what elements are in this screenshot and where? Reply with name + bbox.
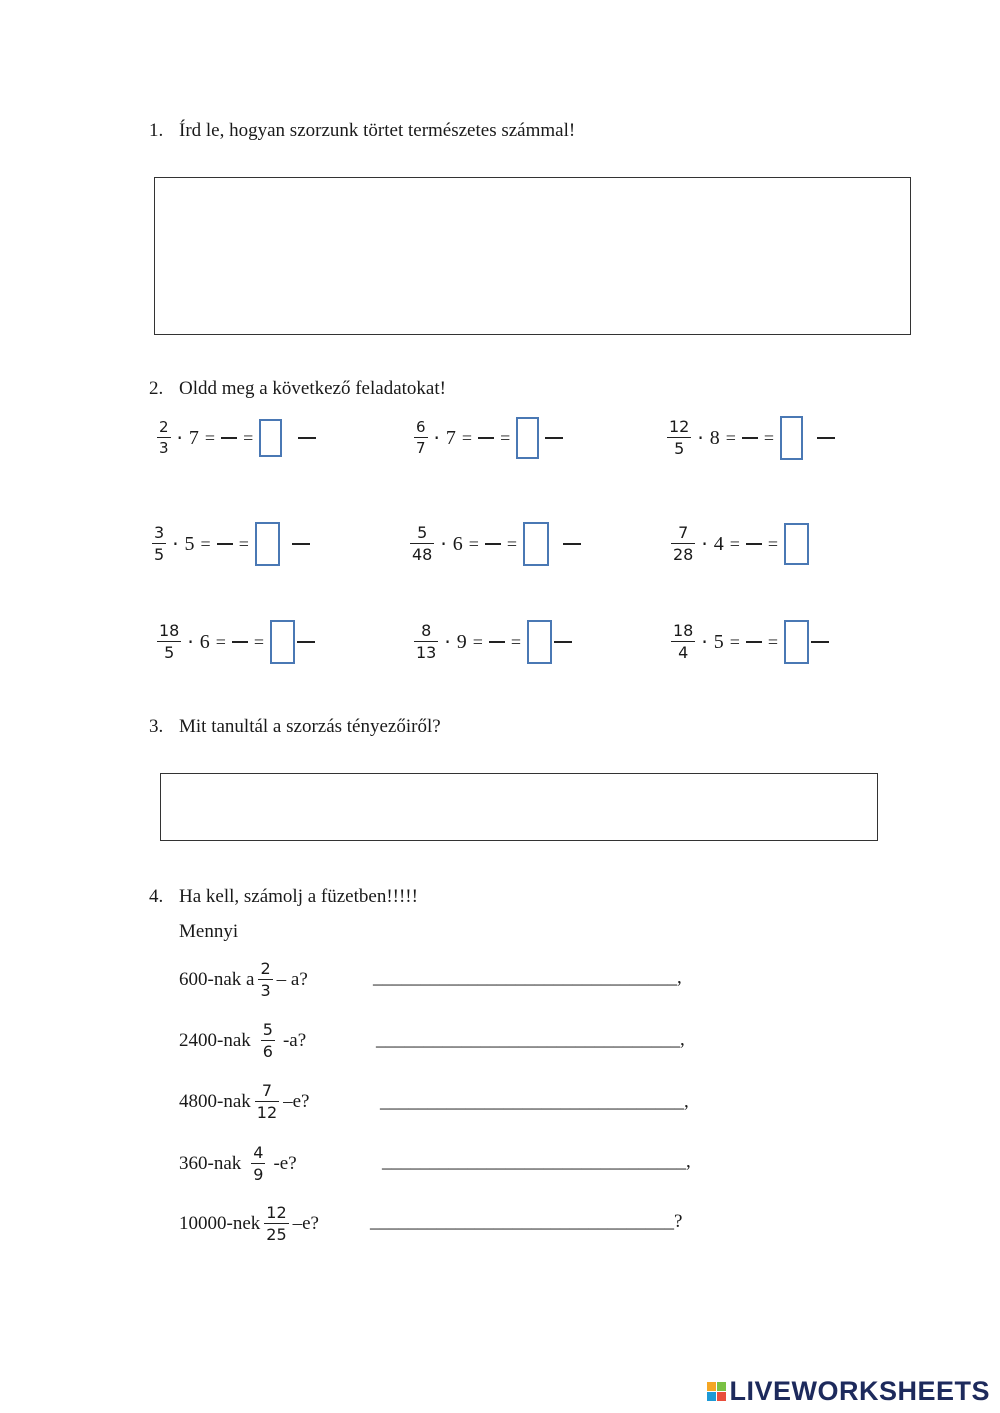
item-suffix: – a? (276, 969, 308, 990)
equals-sign: = (238, 533, 249, 554)
exercise-fraction: $\frac{18}{5}$ (159, 621, 180, 662)
item-fraction: $\frac{2}{3}$ (260, 959, 271, 1000)
multiply-sign: · (440, 532, 447, 556)
question-1-text: Írd le, hogyan szorzunk törtet természetes számmal! (179, 120, 576, 141)
equals-sign: = (510, 631, 522, 652)
exercise-fraction: $\frac{2}{3}$ (159, 418, 169, 457)
item-prefix: 600-nak a (179, 969, 255, 990)
fraction-bar-blank[interactable] (478, 437, 494, 439)
mennyi-item-5 (179, 1199, 319, 1249)
equals-sign: = (506, 533, 518, 554)
item-fraction: $\frac{5}{6}$ (262, 1020, 273, 1061)
question-1-number: 1. (149, 120, 164, 141)
equals-sign: = (729, 533, 740, 554)
multiplier: 7 (445, 426, 456, 449)
equals-sign: = (253, 631, 265, 652)
item-fraction: $\frac{12}{25}$ (266, 1203, 287, 1244)
question-2-number: 2. (149, 378, 164, 399)
exercise-7 (157, 612, 315, 672)
exercise-fraction: $\frac{7}{28}$ (673, 523, 694, 564)
whole-number-input[interactable] (516, 417, 539, 459)
equals-sign: = (472, 631, 483, 652)
answer-line-3[interactable]: ________________________________, (380, 1091, 689, 1112)
item-prefix: 2400-nak (179, 1030, 251, 1051)
multiply-sign: · (701, 532, 708, 556)
whole-number-input[interactable] (780, 416, 803, 460)
equals-sign: = (767, 631, 779, 652)
multiplier: 7 (188, 426, 199, 449)
multiply-sign: · (433, 426, 440, 450)
question-4-text: Ha kell, számolj a füzetben!!!!! (179, 886, 418, 907)
equals-sign: = (500, 427, 511, 448)
exercise-fraction: $\frac{18}{4}$ (673, 621, 694, 662)
exercise-8 (414, 612, 572, 672)
equals-sign: = (243, 427, 254, 448)
whole-number-input[interactable] (255, 522, 280, 566)
multiplier: 4 (713, 532, 724, 555)
fraction-bar-blank[interactable] (742, 437, 758, 439)
item-prefix: 4800-nak (179, 1091, 251, 1112)
question-2-text: Oldd meg a következő feladatokat! (179, 378, 446, 399)
multiplier: 5 (184, 532, 195, 555)
equals-sign: = (200, 533, 211, 554)
question-3-text: Mit tanultál a szorzás tényezőiről? (179, 716, 441, 737)
mennyi-item-1 (179, 955, 308, 1005)
fraction-bar-blank[interactable] (485, 543, 501, 545)
whole-number-input[interactable] (523, 522, 549, 566)
exercise-fraction: $\frac{8}{13}$ (416, 621, 437, 662)
item-suffix: –e? (292, 1213, 319, 1234)
multiply-sign: · (444, 630, 451, 654)
exercise-fraction: $\frac{3}{5}$ (154, 523, 165, 564)
equals-sign: = (767, 533, 779, 554)
fraction-bar-blank[interactable] (221, 437, 237, 439)
fraction-bar-blank[interactable] (489, 641, 505, 643)
multiplier: 8 (709, 426, 720, 449)
liveworksheets-logo-icon (707, 1382, 726, 1401)
equals-sign: = (763, 427, 775, 448)
answer-line-4[interactable]: ________________________________, (382, 1151, 691, 1172)
equals-sign: = (215, 631, 226, 652)
item-fraction: $\frac{4}{9}$ (253, 1143, 264, 1184)
whole-number-input[interactable] (784, 523, 809, 565)
multiply-sign: · (187, 630, 194, 654)
fraction-bar-blank[interactable] (297, 641, 315, 643)
answer-box-3[interactable] (160, 773, 878, 841)
multiply-sign: · (701, 630, 708, 654)
equals-sign: = (204, 427, 216, 448)
fraction-bar-blank[interactable] (811, 641, 829, 643)
exercise-fraction: $\frac{6}{7}$ (416, 418, 426, 457)
item-suffix: -e? (273, 1153, 297, 1174)
multiplier: 6 (452, 532, 463, 555)
exercise-4 (152, 514, 310, 574)
answer-line-1[interactable]: ________________________________, (373, 967, 682, 988)
exercise-1 (157, 408, 316, 468)
question-3-number: 3. (149, 716, 164, 737)
liveworksheets-brand (707, 1376, 990, 1407)
answer-line-2[interactable]: ________________________________, (376, 1029, 685, 1050)
multiplier: 9 (456, 630, 467, 653)
fraction-bar-blank[interactable] (563, 543, 581, 545)
exercise-2 (414, 408, 563, 468)
item-fraction: $\frac{7}{12}$ (256, 1081, 278, 1122)
answer-line-5[interactable]: ________________________________? (370, 1211, 683, 1232)
fraction-bar-blank[interactable] (232, 641, 248, 643)
item-prefix: 360-nak (179, 1153, 242, 1174)
equals-sign: = (725, 427, 736, 448)
fraction-bar-blank[interactable] (554, 641, 572, 643)
multiplier: 6 (199, 630, 210, 653)
fraction-bar-blank[interactable] (817, 437, 835, 439)
item-prefix: 10000-nek (179, 1213, 261, 1234)
exercise-9 (671, 612, 829, 672)
fraction-bar-blank[interactable] (292, 543, 310, 545)
multiply-sign: · (697, 426, 704, 450)
exercise-fraction: $\frac{12}{5}$ (669, 417, 690, 458)
mennyi-item-2 (179, 1016, 306, 1066)
mennyi-item-3 (179, 1077, 310, 1127)
fraction-bar-blank[interactable] (217, 543, 233, 545)
whole-number-input[interactable] (784, 620, 809, 664)
question-4-intro: Mennyi (179, 921, 239, 942)
equals-sign: = (729, 631, 740, 652)
fraction-bar-blank[interactable] (298, 437, 316, 439)
equals-sign: = (461, 427, 473, 448)
equals-sign: = (468, 533, 479, 554)
mennyi-item-4 (179, 1139, 297, 1189)
item-suffix: -a? (282, 1030, 307, 1051)
fraction-bar-blank[interactable] (746, 641, 762, 643)
exercise-fraction: $\frac{5}{48}$ (412, 523, 433, 564)
whole-number-input[interactable] (270, 620, 295, 664)
whole-number-input[interactable] (259, 419, 282, 457)
whole-number-input[interactable] (527, 620, 552, 664)
fraction-bar-blank[interactable] (545, 437, 563, 439)
multiplier: 5 (713, 630, 724, 653)
fraction-bar-blank[interactable] (746, 543, 762, 545)
question-4-number: 4. (149, 886, 164, 907)
answer-box-1[interactable] (154, 177, 911, 335)
brand-name: LIVEWORKSHEETS (729, 1376, 990, 1406)
exercise-6 (671, 514, 809, 574)
exercise-5 (410, 514, 581, 574)
item-suffix: –e? (283, 1091, 310, 1112)
exercise-3 (667, 408, 835, 468)
multiply-sign: · (172, 532, 179, 556)
multiply-sign: · (176, 426, 183, 450)
